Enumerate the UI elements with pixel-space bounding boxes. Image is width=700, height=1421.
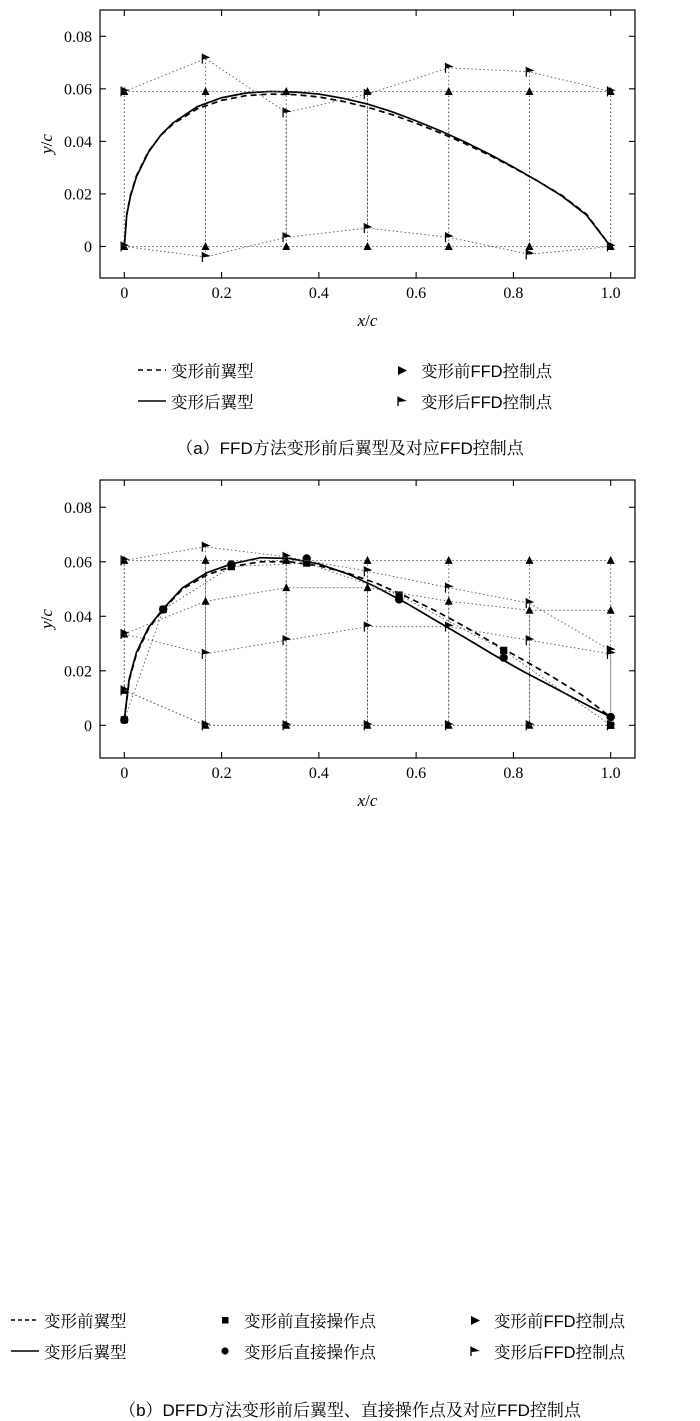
legend-a-item-2 [135, 389, 385, 413]
legend-b-row-1 [8, 1308, 698, 1332]
legend-a-row-2 [135, 389, 615, 413]
svg-text:0.6: 0.6 [406, 765, 427, 782]
plot-b [0, 470, 700, 830]
legend-b-item-3 [8, 1339, 208, 1363]
legend-b-item-0 [8, 1308, 208, 1332]
svg-text:0: 0 [84, 238, 92, 256]
square-marker-icon [208, 1313, 242, 1327]
triangle-flag-marker-icon [385, 394, 419, 408]
svg-text:0.04: 0.04 [64, 608, 92, 626]
legend-b-item-1 [208, 1308, 458, 1332]
panel-a [0, 0, 700, 470]
legend-b-item-5 [458, 1339, 698, 1363]
legend-a-label-0: 变形前翼型 [171, 363, 254, 381]
svg-text:1.0: 1.0 [600, 765, 621, 782]
svg-text:0.2: 0.2 [211, 285, 232, 302]
plot-b-svg [0, 470, 700, 830]
svg-text:1.0: 1.0 [600, 285, 621, 302]
caption-b: （b）DFFD方法变形前后翼型、直接操作点及对应FFD控制点 [119, 1401, 581, 1420]
circle-marker-icon [208, 1344, 242, 1358]
legend-b-label-4: 变形后直接操作点 [244, 1344, 376, 1362]
plot-a [0, 0, 700, 350]
svg-text:0.6: 0.6 [406, 285, 427, 302]
dashed-line-icon [135, 364, 169, 376]
svg-text:0: 0 [120, 765, 129, 782]
svg-text:0.08: 0.08 [64, 28, 92, 46]
svg-text:0.02: 0.02 [64, 186, 92, 204]
legend-a-label-3: 变形后FFD控制点 [421, 394, 553, 412]
legend-a-item-0 [135, 358, 385, 382]
svg-text:y/c: y/c [37, 609, 56, 629]
svg-text:0.4: 0.4 [308, 765, 329, 782]
legend-b-label-1: 变形前直接操作点 [244, 1313, 376, 1331]
legend-b [8, 1308, 698, 1370]
svg-text:0.4: 0.4 [308, 285, 329, 302]
svg-text:0.06: 0.06 [64, 81, 92, 99]
svg-text:0.04: 0.04 [64, 133, 92, 151]
legend-b-row-2 [8, 1339, 698, 1363]
svg-text:0.08: 0.08 [64, 499, 92, 517]
legend-b-item-2 [458, 1308, 698, 1332]
legend-a [135, 358, 615, 420]
dashed-line-icon [8, 1314, 42, 1326]
caption-a: （a）FFD方法变形前后翼型及对应FFD控制点 [176, 439, 524, 458]
svg-text:x/c: x/c [357, 311, 378, 330]
legend-b-item-4 [208, 1339, 458, 1363]
panel-b [0, 470, 700, 1420]
svg-text:0.06: 0.06 [64, 554, 92, 572]
legend-b-label-3: 变形后翼型 [44, 1344, 127, 1362]
triangle-right-marker-icon [385, 363, 419, 377]
legend-a-label-2: 变形后翼型 [171, 394, 254, 412]
plot-a-svg [0, 0, 700, 350]
svg-text:0: 0 [120, 285, 129, 302]
legend-b-label-2: 变形前FFD控制点 [494, 1313, 626, 1331]
legend-b-label-5: 变形后FFD控制点 [494, 1344, 626, 1362]
svg-text:0.8: 0.8 [503, 285, 524, 302]
legend-b-label-0: 变形前翼型 [44, 1313, 127, 1331]
legend-a-row-1 [135, 358, 615, 382]
svg-text:0: 0 [84, 717, 92, 735]
legend-a-item-3 [385, 389, 552, 413]
legend-a-item-1 [385, 358, 552, 382]
solid-line-icon [135, 395, 169, 407]
svg-text:0.02: 0.02 [64, 663, 92, 681]
triangle-right-marker-icon [458, 1313, 492, 1327]
svg-text:0.8: 0.8 [503, 765, 524, 782]
solid-line-icon [8, 1345, 42, 1357]
legend-a-label-1: 变形前FFD控制点 [421, 363, 553, 381]
triangle-flag-marker-icon [458, 1344, 492, 1358]
svg-text:y/c: y/c [37, 134, 56, 154]
svg-text:x/c: x/c [357, 791, 378, 810]
svg-text:0.2: 0.2 [211, 765, 232, 782]
